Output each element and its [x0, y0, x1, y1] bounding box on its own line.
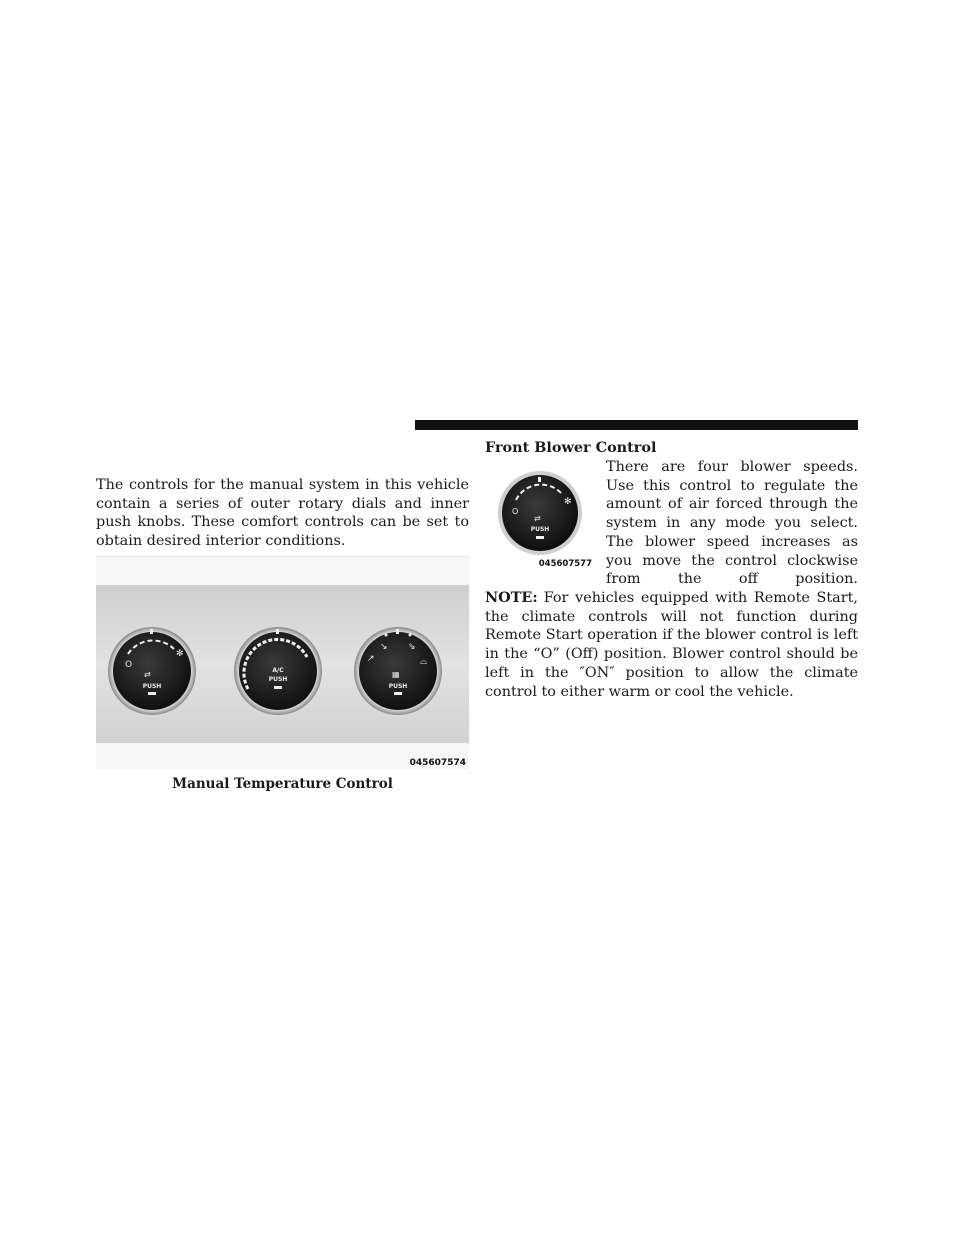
image-code: 045607577: [538, 559, 592, 569]
section-heading: Front Blower Control: [485, 439, 657, 456]
image-code: 045607574: [409, 758, 466, 768]
mix-vent-icon: ⇘: [408, 642, 416, 652]
svg-text:PUSH: PUSH: [388, 683, 408, 690]
recirculation-icon: ⇄: [144, 670, 151, 679]
fan-icon: ✻: [564, 497, 572, 507]
note-text: For vehicles equipped with Remote Start, the climate controls will not function during Remote Start operation if the blower control is left in the “O” (Off) position. Blower control should be left in the ″ON″ position to allow the climate control to either warm or cool the vehicle.: [485, 590, 858, 700]
defrost-icon: ⌓: [420, 657, 428, 667]
recirculation-icon: ⇄: [534, 514, 541, 523]
section-rule: [415, 420, 858, 430]
note-paragraph: [485, 589, 858, 701]
manual-temperature-control-photo: [96, 556, 469, 769]
figure-caption: Manual Temperature Control: [172, 776, 393, 792]
rear-defrost-icon: ▦: [392, 670, 400, 679]
note-label: NOTE:: [485, 589, 538, 606]
svg-text:A/C: A/C: [272, 667, 284, 674]
svg-text:O: O: [125, 660, 133, 670]
intro-paragraph: The controls for the manual system in this vehicle contain a series of outer rotary dials and inner push knobs. These comfort controls can be set to obtain desired interior conditions.: [96, 477, 469, 550]
temperature-knob: [234, 627, 322, 715]
svg-text:O: O: [512, 507, 519, 516]
svg-text:PUSH: PUSH: [142, 683, 162, 690]
floor-vent-icon: ↘: [380, 642, 388, 652]
blower-paragraph: There are four blower speeds. Use this control to regulate the amount of air forced through the system in any mode you select. The blower speed increases as you move the control clockwise from the off position.: [606, 459, 858, 588]
svg-text:PUSH: PUSH: [530, 526, 550, 533]
svg-text:PUSH: PUSH: [268, 676, 288, 683]
mode-knob: [354, 627, 442, 715]
panel-vent-icon: ↗: [367, 654, 375, 664]
front-blower-control-photo: [490, 468, 596, 572]
fan-icon: ✻: [176, 649, 184, 659]
blower-knob: [108, 627, 196, 715]
